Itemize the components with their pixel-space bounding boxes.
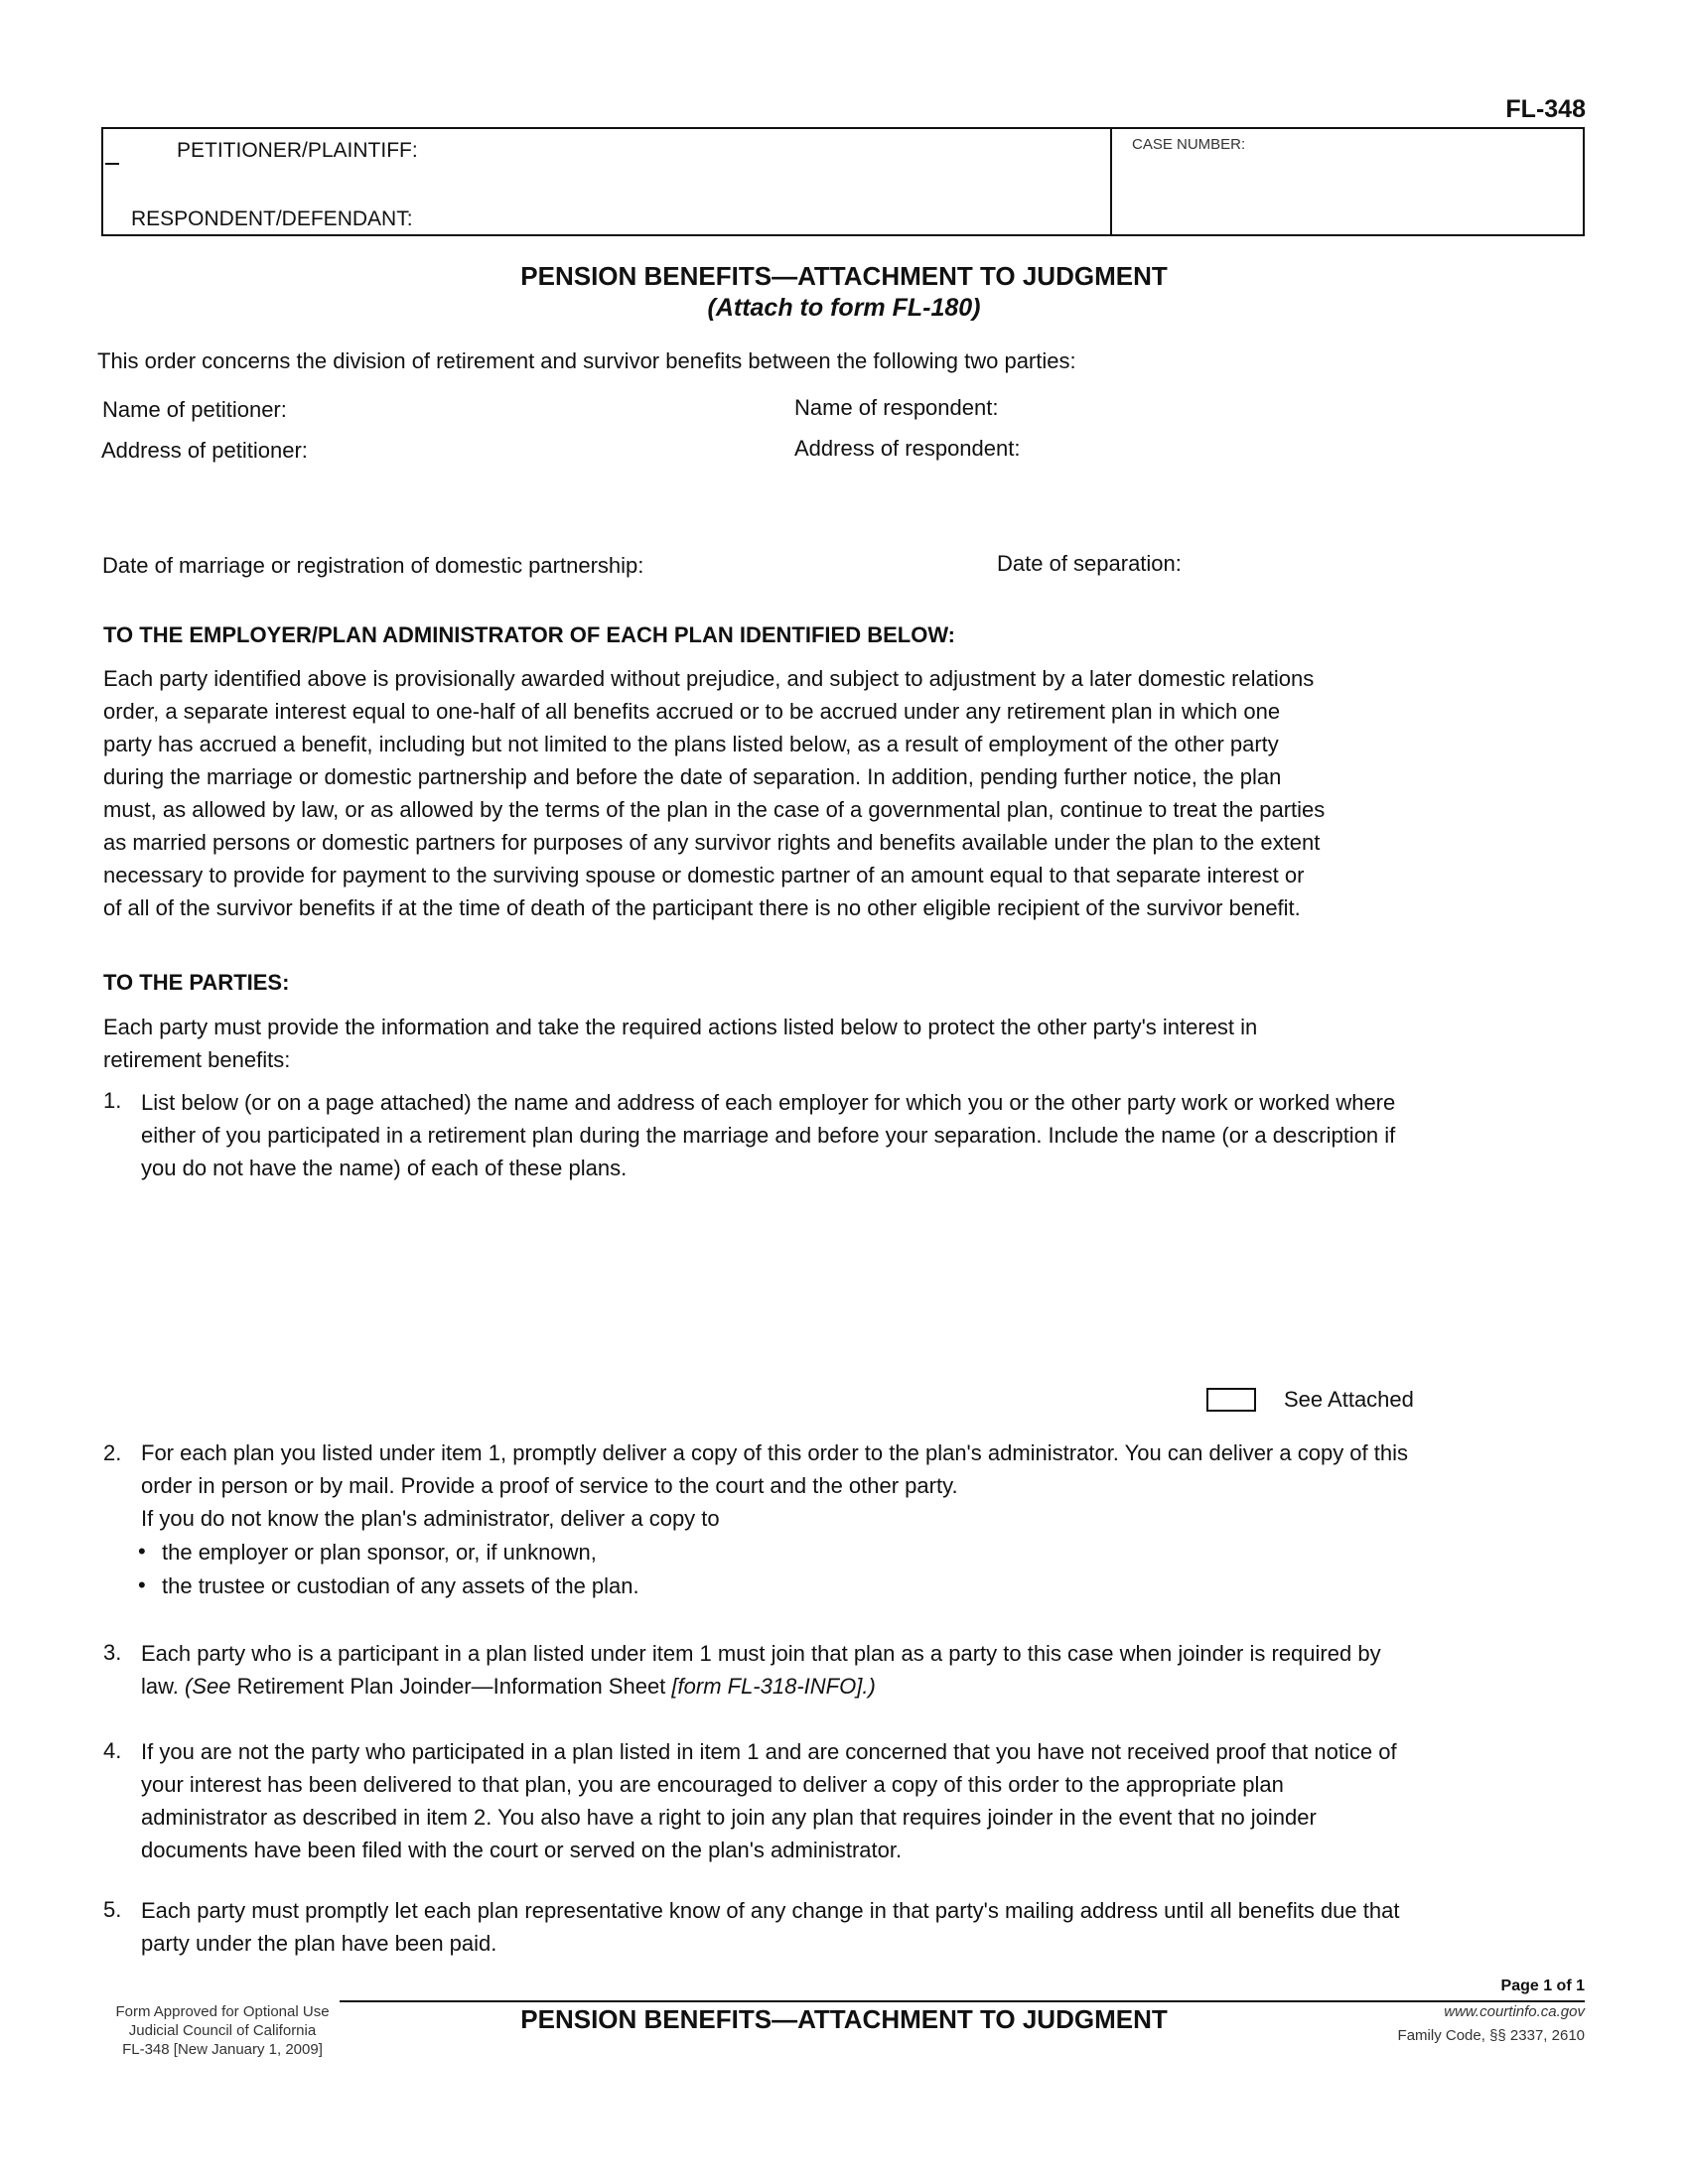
item-2-bullet: the employer or plan sponsor, or, if unknown, [162, 1540, 597, 1565]
item-1-line: either of you participated in a retirement plan during the marriage and before your separation. Include the name (or a description if [141, 1123, 1396, 1148]
item-2-line: For each plan you listed under item 1, promptly deliver a copy of this order to the plan's administrator. You can deliver a copy of this [141, 1440, 1408, 1465]
footer-title: PENSION BENEFITS—ATTACHMENT TO JUDGMENT [520, 2004, 1168, 2034]
bullet-dot: • [138, 1539, 146, 1564]
caption-mark [105, 163, 119, 165]
petitioner-address-label: Address of petitioner: [101, 438, 308, 463]
parties-line: retirement benefits: [103, 1047, 291, 1072]
caption-divider [1110, 127, 1112, 236]
case-number-label: CASE NUMBER: [1132, 136, 1246, 153]
parties-heading: TO THE PARTIES: [103, 970, 290, 995]
page-number: Page 1 of 1 [1500, 1978, 1585, 1994]
petitioner-plaintiff-label: PETITIONER/PLAINTIFF: [177, 139, 418, 162]
plan-admin-line: order, a separate interest equal to one-half of all benefits accrued or to be accrued under any retirement plan in which one [103, 699, 1281, 724]
item-1-text [141, 1086, 1581, 1184]
plan-admin-paragraph [103, 662, 1513, 924]
plan-admin-heading: TO THE EMPLOYER/PLAN ADMINISTRATOR OF EACH PLAN IDENTIFIED BELOW: [103, 622, 956, 647]
item-1-line: List below (or on a page attached) the name and address of each employer for which you or the other party work or worked where [141, 1090, 1396, 1115]
intro-text: This order concerns the division of retirement and survivor benefits between the following two parties: [97, 348, 1076, 373]
parties-paragraph [103, 1011, 1513, 1076]
respondent-name-label: Name of respondent: [794, 395, 999, 420]
item-2-line: If you do not know the plan's administrator, deliver a copy to [141, 1506, 720, 1531]
plan-admin-line: necessary to provide for payment to the surviving spouse or domestic partner of an amount equal to that separate interest or [103, 863, 1305, 887]
marriage-date-label: Date of marriage or registration of domestic partnership: [102, 553, 644, 578]
item-1-line: you do not have the name) of each of these plans. [141, 1156, 628, 1180]
plan-admin-line: of all of the survivor benefits if at the time of death of the participant there is no other eligible recipient of the survivor benefit. [103, 895, 1301, 920]
item-4-text [141, 1735, 1581, 1866]
item-4-line: If you are not the party who participated in a plan listed in item 1 and are concerned that you have not received proof that notice of [141, 1739, 1397, 1764]
item-2-line: order in person or by mail. Provide a proof of service to the court and the other party. [141, 1473, 958, 1498]
respondent-address-label: Address of respondent: [794, 436, 1021, 461]
item-3-see: (See [185, 1674, 237, 1699]
plan-admin-line: Each party identified above is provisionally awarded without prejudice, and subject to adjustment by a later domestic relations [103, 666, 1315, 691]
plan-admin-line: must, as allowed by law, or as allowed by the terms of the plan in the case of a governmental plan, continue to treat the parties [103, 797, 1326, 822]
item-4-number: 4. [103, 1738, 122, 1763]
item-5-line: party under the plan have been paid. [141, 1931, 497, 1956]
item-3-text [141, 1637, 1581, 1703]
item-4-line: your interest has been delivered to that plan, you are encouraged to deliver a copy of this order to the appropriate plan [141, 1772, 1284, 1797]
plan-admin-line: as married persons or domestic partners for purposes of any survivor rights and benefits available under the plan to the extent [103, 830, 1321, 855]
item-4-line: documents have been filed with the court or served on the plan's administrator. [141, 1838, 903, 1862]
footer-code: Family Code, §§ 2337, 2610 [1397, 2027, 1585, 2044]
see-attached-checkbox[interactable] [1206, 1388, 1256, 1412]
respondent-defendant-label: RESPONDENT/DEFENDANT: [131, 207, 413, 230]
plan-admin-line: during the marriage or domestic partnership and before the date of separation. In addition, pending further notice, the plan [103, 764, 1282, 789]
footer-approval-line: FL-348 [New January 1, 2009] [122, 2041, 323, 2058]
footer-website[interactable]: www.courtinfo.ca.gov [1444, 2003, 1585, 2020]
item-2-number: 2. [103, 1440, 122, 1465]
item-3-number: 3. [103, 1640, 122, 1665]
item-5-number: 5. [103, 1897, 122, 1922]
item-3-line: Each party who is a participant in a plan listed under item 1 must join that plan as a party to this case when joinder is required by [141, 1641, 1381, 1666]
item-4-line: administrator as described in item 2. You also have a right to join any plan that requires joinder in the event that no joinder [141, 1805, 1317, 1830]
footer-approval-line: Form Approved for Optional Use [115, 2003, 330, 2020]
parties-line: Each party must provide the information and take the required actions listed below to protect the other party's interest in [103, 1015, 1258, 1039]
item-2-text [141, 1436, 1581, 1535]
form-number: FL-348 [1505, 95, 1586, 123]
item-3-sheet-title: Retirement Plan Joinder—Information Sheet [236, 1674, 672, 1699]
item-5-line: Each party must promptly let each plan representative know of any change in that party's mailing address until all benefits due that [141, 1898, 1400, 1923]
item-3-line [141, 1670, 1581, 1703]
item-1-number: 1. [103, 1088, 122, 1113]
form-title: PENSION BENEFITS—ATTACHMENT TO JUDGMENT [520, 261, 1168, 291]
plan-admin-line: party has accrued a benefit, including but not limited to the plans listed below, as a result of employment of the other party [103, 732, 1279, 756]
footer-approval-line: Judicial Council of California [128, 2022, 317, 2039]
item-2-bullet: the trustee or custodian of any assets of the plan. [162, 1573, 639, 1598]
item-3-form-ref: [form FL-318-INFO].) [671, 1674, 876, 1699]
form-subtitle: (Attach to form FL-180) [707, 294, 981, 322]
footer-rule [340, 2000, 1585, 2002]
item-3-law: law. [141, 1674, 186, 1699]
separation-date-label: Date of separation: [997, 551, 1182, 576]
bullet-dot: • [138, 1572, 146, 1597]
item-5-text [141, 1894, 1581, 1960]
petitioner-name-label: Name of petitioner: [102, 397, 287, 422]
see-attached-label: See Attached [1284, 1387, 1414, 1412]
